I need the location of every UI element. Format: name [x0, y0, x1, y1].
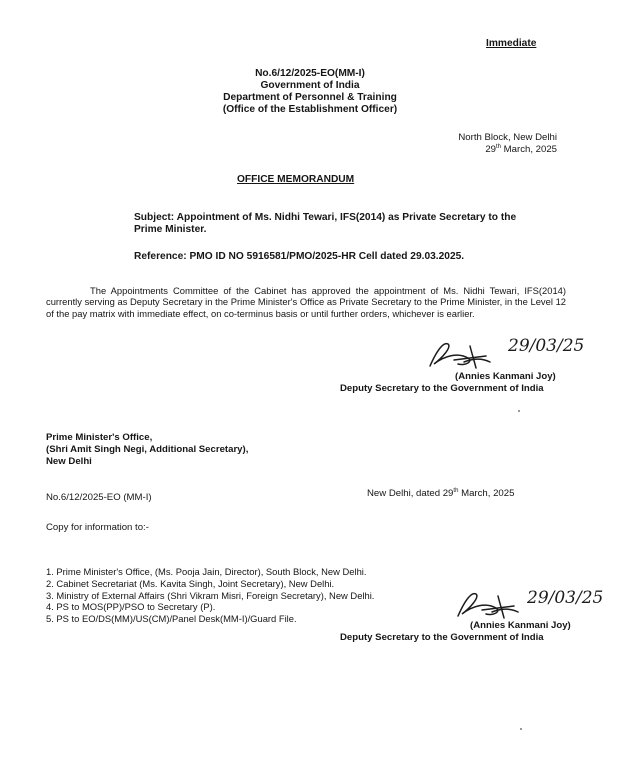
issue-date: 29th March, 2025 — [485, 143, 557, 155]
list-item: 1. Prime Minister's Office, (Ms. Pooja Jain, Director), South Block, New Delhi. — [46, 566, 367, 577]
department-name: Department of Personnel & Training — [223, 92, 397, 103]
copy-list — [46, 566, 374, 625]
signatory-name-1: (Annies Kanmani Joy) — [455, 371, 556, 382]
copy-memo-number: No.6/12/2025-EO (MM-I) — [46, 492, 152, 503]
copy-intro: Copy for information to:- — [46, 522, 149, 533]
body-paragraph: The Appointments Committee of the Cabinet has approved the appointment of Ms. Nidhi Tewari, IFS(2014) currently serving as Deputy Secretary in the Prime Minister's Office as Private Secretary to the Prime Minister, in the Level 12 of the pay matrix with immediate effect, on co-terminus basis or until further orders, whichever is earlier. — [46, 285, 566, 319]
reference-line: Reference: PMO ID NO 5916581/PMO/2025-HR Cell dated 29.03.2025. — [134, 251, 465, 262]
signatory-name-2: (Annies Kanmani Joy) — [470, 620, 571, 631]
government-name: Government of India — [260, 80, 360, 91]
signatory-designation-1: Deputy Secretary to the Government of India — [340, 383, 544, 394]
list-item: 3. Ministry of External Affairs (Shri Vikram Misri, Foreign Secretary), New Delhi. — [46, 589, 375, 601]
addressee-line-2: (Shri Amit Singh Negi, Additional Secretary), — [46, 444, 249, 455]
list-item: 4. PS to MOS(PP)/PSO to Secretary (P). — [46, 601, 216, 613]
office-name: (Office of the Establishment Officer) — [222, 104, 398, 115]
handwritten-date-1: 29/03/25 — [508, 336, 585, 356]
speck-mark — [520, 728, 522, 730]
addressee-line-3: New Delhi — [46, 456, 92, 467]
memo-title: OFFICE MEMORANDUM — [237, 174, 355, 185]
addressee-line-1: Prime Minister's Office, — [46, 432, 153, 443]
handwritten-date-2: 29/03/25 — [527, 588, 604, 608]
list-item: 2. Cabinet Secretariat (Ms. Kavita Singh, Joint Secretary), New Delhi. — [46, 577, 335, 589]
copy-date: New Delhi, dated 29th March, 2025 — [367, 487, 515, 499]
memo-number: No.6/12/2025-EO(MM-I) — [255, 68, 365, 79]
priority-label: Immediate — [486, 38, 537, 49]
subject-line-2: Prime Minister. — [134, 224, 207, 235]
speck-mark — [518, 410, 520, 412]
list-item: 5. PS to EO/DS(MM)/US(CM)/Panel Desk(MM-I)/Guard File. — [46, 613, 297, 625]
place-text: North Block, New Delhi — [458, 132, 557, 143]
subject-line-1: Subject: Appointment of Ms. Nidhi Tewari, IFS(2014) as Private Secretary to the — [134, 212, 517, 223]
signatory-designation-2: Deputy Secretary to the Government of India — [340, 632, 544, 643]
